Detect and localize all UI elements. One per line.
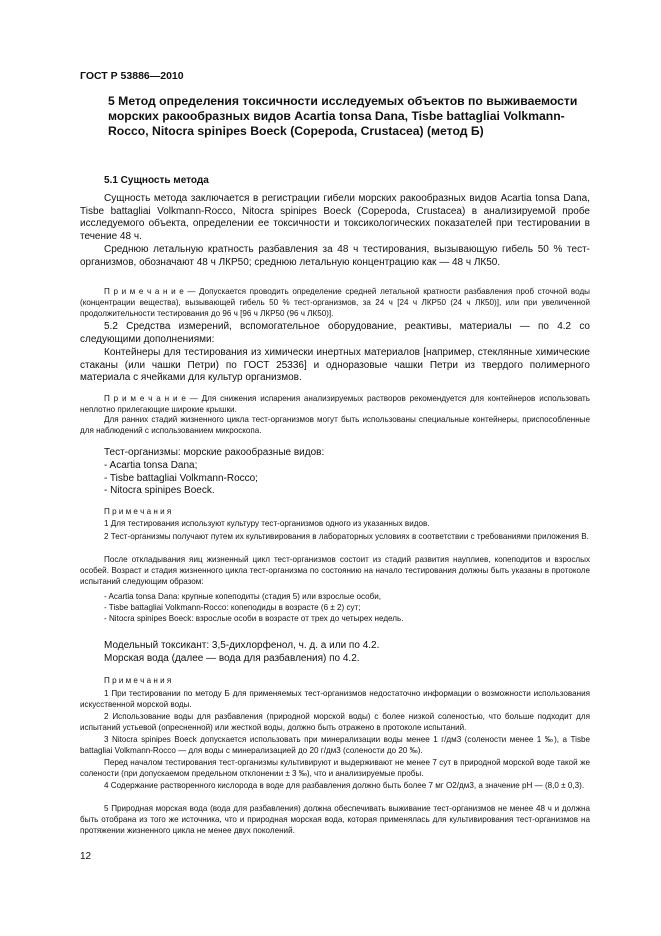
note-item: 5 Природная морская вода (вода для разбавления) должна обеспечивать выживание тест-организмов не менее 48 ч и должна быть отобрана из того же источника, что и природная морская вода, которая применялась для культивирования тест-организмов на протяжении жизненного цикла не менее двух поколений. <box>80 804 590 835</box>
note-item: 1 При тестировании по методу Б для применяемых тест-организмов недостаточно информации о возможности использования искусственной морской воды. <box>80 689 590 709</box>
notes-header: П р и м е ч а н и я <box>104 676 172 685</box>
note-duration: П р и м е ч а н и е — Допускается проводить определение средней летальной кратности разбавления проб сточной воды (концентрации вещества), вызывающей гибель 50 % тест-организмов, за 24 ч [24 ч ЛКР50 (24 ч ЛК50)], или при увеличенной продолжительности тестирования до 96 ч [96 ч ЛКР50 (96 ч ЛК50)]. <box>80 287 590 318</box>
list-item: - Tisbe battagliai Volkmann-Rocco: копеподиды в возрасте (6 ± 2) сут; <box>104 602 361 612</box>
page-number: 12 <box>80 851 92 862</box>
document-header: ГОСТ Р 53886—2010 <box>80 70 184 82</box>
note-item: 2 Тест-организмы получают путем их культивирования в лабораторных условиях в соответствии с требованиями приложения В. <box>104 532 589 541</box>
note-item: 4 Содержание растворенного кислорода в воде для разбавления должно быть более 7 мг O2/дм3, а значение pH — (8,0 ± 0,3). <box>104 781 585 790</box>
note-microscope-containers: Для ранних стадий жизненного цикла тест-организмов могут быть использованы специальные контейнеры, приспособленные для наблюдений с использованием микроскопа. <box>80 415 590 435</box>
note-lids: П р и м е ч а н и е — Для снижения испарения анализируемых растворов рекомендуется для контейнеров использовать неплотно прилегающие широкие крышки. <box>80 394 590 414</box>
organism-list <box>104 460 258 498</box>
section-title: 5 Метод определения токсичности исследуемых объектов по выживаемости морских ракообразных видов Acartia tonsa Dana, Tisbe battagliai Volkmann-Rocco, Nitocra spinipes Boeck (Copepoda, Crustacea) (метод Б) <box>108 94 578 139</box>
list-item: - Nitocra spinipes Boeck. <box>104 485 215 497</box>
paragraph-equipment: 5.2 Средства измерений, вспомогательное оборудование, реактивы, материалы — по 4.2 со следующими дополнениями: <box>80 321 590 345</box>
paragraph-lethal-definition: Среднюю летальную кратность разбавления за 48 ч тестирования, вызывающую гибель 50 % тест-организмов, обозначают 48 ч ЛКР50; среднюю летальную концентрацию как — 48 ч ЛК50. <box>80 244 590 268</box>
stage-list <box>104 592 403 625</box>
subsection-title: 5.1 Сущность метода <box>104 175 209 186</box>
note-item: После откладывания яиц жизненный цикл тест-организмов состоит из стадий развития науплиев, копеподитов и взрослых особей. Возраст и стадия жизненного цикла тест-организма по состоянию на начало тестирования должны быть указаны в протоколе испытаний следующим образом: <box>80 555 590 586</box>
paragraph-containers: Контейнеры для тестирования из химически инертных материалов [например, стеклянные химические стаканы (или чашки Петри) по ГОСТ 25336] и одноразовые чашки Петри из твердого полимерного материала с ячейками для культур организмов. <box>80 347 590 384</box>
paragraph-essence: Сущность метода заключается в регистрации гибели морских ракообразных видов Acartia tonsa Dana, Tisbe battagliai Volkmann-Rocco, Nitocra spinipes Boeck (Copepoda, Crustacea) в анализируемой пробе исследуемого объекта, определении ее токсичности и токсикологических показателей при тестировании в течение 48 ч. <box>80 193 590 242</box>
list-item: - Tisbe battagliai Volkmann-Rocco; <box>104 472 258 484</box>
model-toxicant: Модельный токсикант: 3,5-дихлорфенол, ч. д. а или по 4.2. <box>104 640 380 651</box>
list-item: - Nitocra spinipes Boeck: взрослые особи в возрасте от трех до четырех недель. <box>104 613 404 623</box>
list-item: - Acartia tonsa Dana: крупные копеподиты (стадия 5) или взрослые особи, <box>104 592 381 601</box>
note-item: Перед началом тестирования тест-организмы культивируют и выдерживают не менее 7 сут в природной морской воде такой же солености (при допускаемом предельном отклонении ± 3 ‰), что и анализируемые пробы. <box>80 758 590 778</box>
note-item: 1 Для тестирования используют культуру тест-организмов одного из указанных видов. <box>104 519 430 528</box>
note-item: 3 Nitocra spinipes Boeck допускается использовать при минерализации воды менее 1 г/дм3 (солености менее 1 ‰), а Tisbe battagliai Volkmann-Rocco — для воды с минерализацией до 20 г/дм3 (солености до 20 ‰). <box>80 735 590 755</box>
list-item: - Acartia tonsa Dana; <box>104 460 198 471</box>
note-item: 2 Использование воды для разбавления (природной морской воды) с более низкой соленостью, что больше подходит для испытаний устьевой (опресненной) или жесткой воды, должно быть отражено в протоколе испытаний. <box>80 712 590 732</box>
notes-header: П р и м е ч а н и я <box>104 507 172 516</box>
sea-water: Морская вода (далее — вода для разбавления) по 4.2. <box>104 653 360 664</box>
test-organisms-label: Тест-организмы: морские ракообразные видов: <box>104 447 325 458</box>
